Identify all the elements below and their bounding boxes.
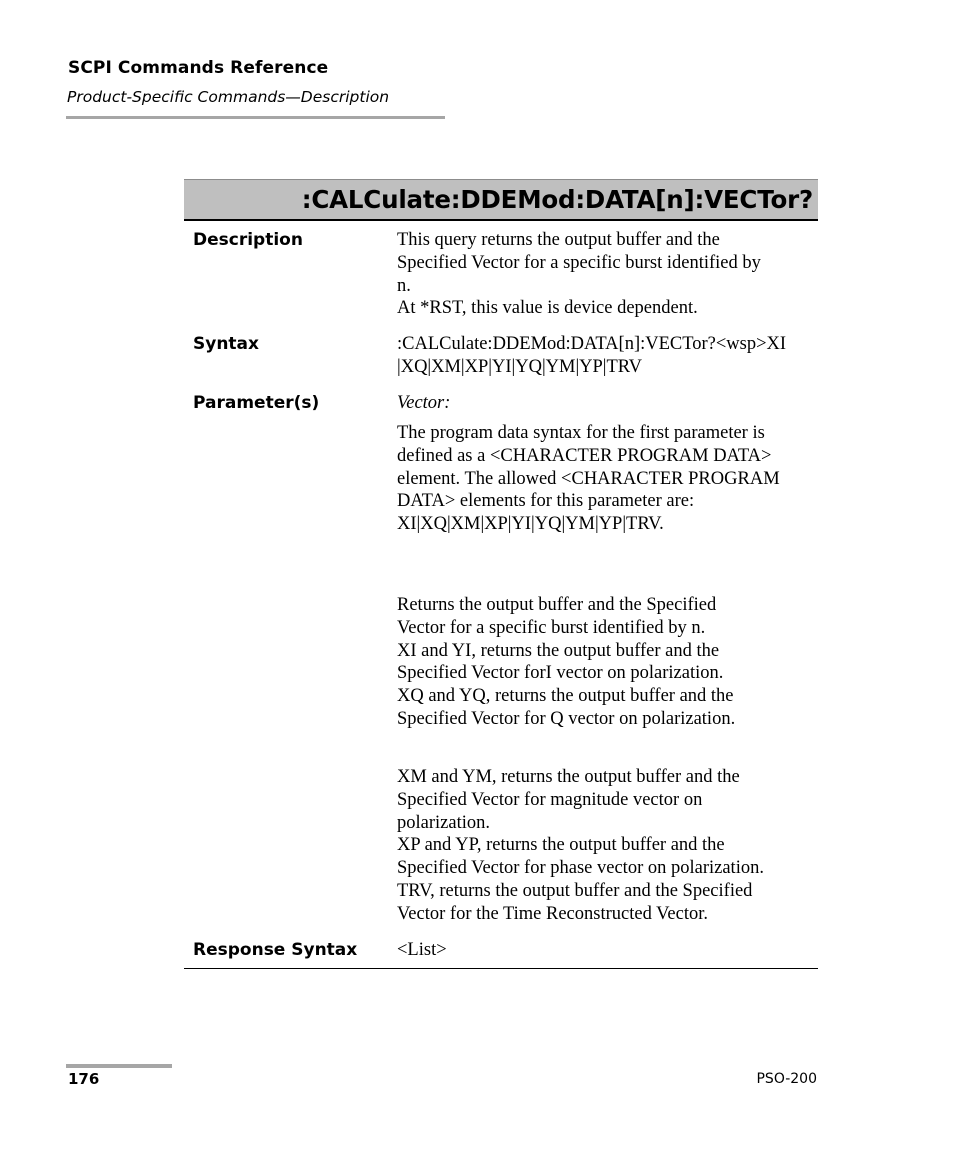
parameter-line: XM and YM, returns the output buffer and the (397, 767, 740, 787)
parameter-line: Vector for the Time Reconstructed Vector. (397, 903, 709, 924)
parameter-line: DATA> elements for this parameter are: (397, 491, 695, 512)
parameter-line: XI|XQ|XM|XP|YI|YQ|YM|YP|TRV. (397, 514, 664, 535)
command-title-bar (184, 179, 818, 221)
parameter-line: Specified Vector for Q vector on polarization. (397, 708, 736, 729)
parameter-values-block-continued (397, 766, 819, 926)
parameter-line: polarization. (397, 812, 490, 833)
syntax-text (397, 333, 819, 379)
parameter-line: element. The allowed <CHARACTER PROGRAM (397, 468, 780, 489)
parameter-line: defined as a <CHARACTER PROGRAM DATA> (397, 445, 772, 466)
parameter-line: XQ and YQ, returns the output buffer and the (397, 686, 734, 707)
syntax-label: Syntax (193, 334, 259, 354)
table-bottom-rule (184, 968, 818, 969)
syntax-line: :CALCulate:DDEMod:DATA[n]:VECTor?<wsp>XI (397, 334, 787, 354)
parameter-line: TRV, returns the output buffer and the Specified (397, 880, 753, 901)
page-number: 176 (68, 1070, 100, 1088)
description-line: n. (397, 275, 411, 296)
description-line: At *RST, this value is device dependent. (397, 298, 698, 319)
parameter-syntax-block (397, 422, 819, 536)
parameter-line: XP and YP, returns the output buffer and the (397, 835, 725, 856)
parameter-values-block (397, 594, 819, 731)
parameter-line: XI and YI, returns the output buffer and the (397, 640, 720, 661)
product-name: PSO-200 (756, 1071, 817, 1087)
description-text (397, 229, 819, 320)
running-header-subtitle: Product-Specific Commands—Description (67, 88, 390, 106)
description-label: Description (193, 230, 303, 250)
description-line: Specified Vector for a specific burst identified by (397, 252, 761, 273)
parameter-line: Specified Vector for phase vector on polarization. (397, 858, 764, 879)
description-line: This query returns the output buffer and the (397, 230, 720, 250)
header-divider (66, 116, 445, 119)
parameter-line: Returns the output buffer and the Specified (397, 595, 717, 615)
parameter-line: Vector for a specific burst identified by n. (397, 617, 706, 638)
response-syntax-value: <List> (397, 940, 447, 960)
command-title: :CALCulate:DDEMod:DATA[n]:VECTor? (301, 185, 813, 214)
parameter-line: Specified Vector forI vector on polarization. (397, 663, 724, 684)
footer-divider (66, 1064, 172, 1068)
parameter-line: Specified Vector for magnitude vector on (397, 789, 703, 810)
parameter-line: The program data syntax for the first parameter is (397, 423, 765, 443)
parameter-name: Vector: (397, 393, 451, 413)
response-syntax-label: Response Syntax (193, 940, 358, 960)
syntax-line: |XQ|XM|XP|YI|YQ|YM|YP|TRV (397, 356, 643, 377)
parameters-label: Parameter(s) (193, 393, 320, 413)
running-header-title: SCPI Commands Reference (68, 58, 329, 78)
